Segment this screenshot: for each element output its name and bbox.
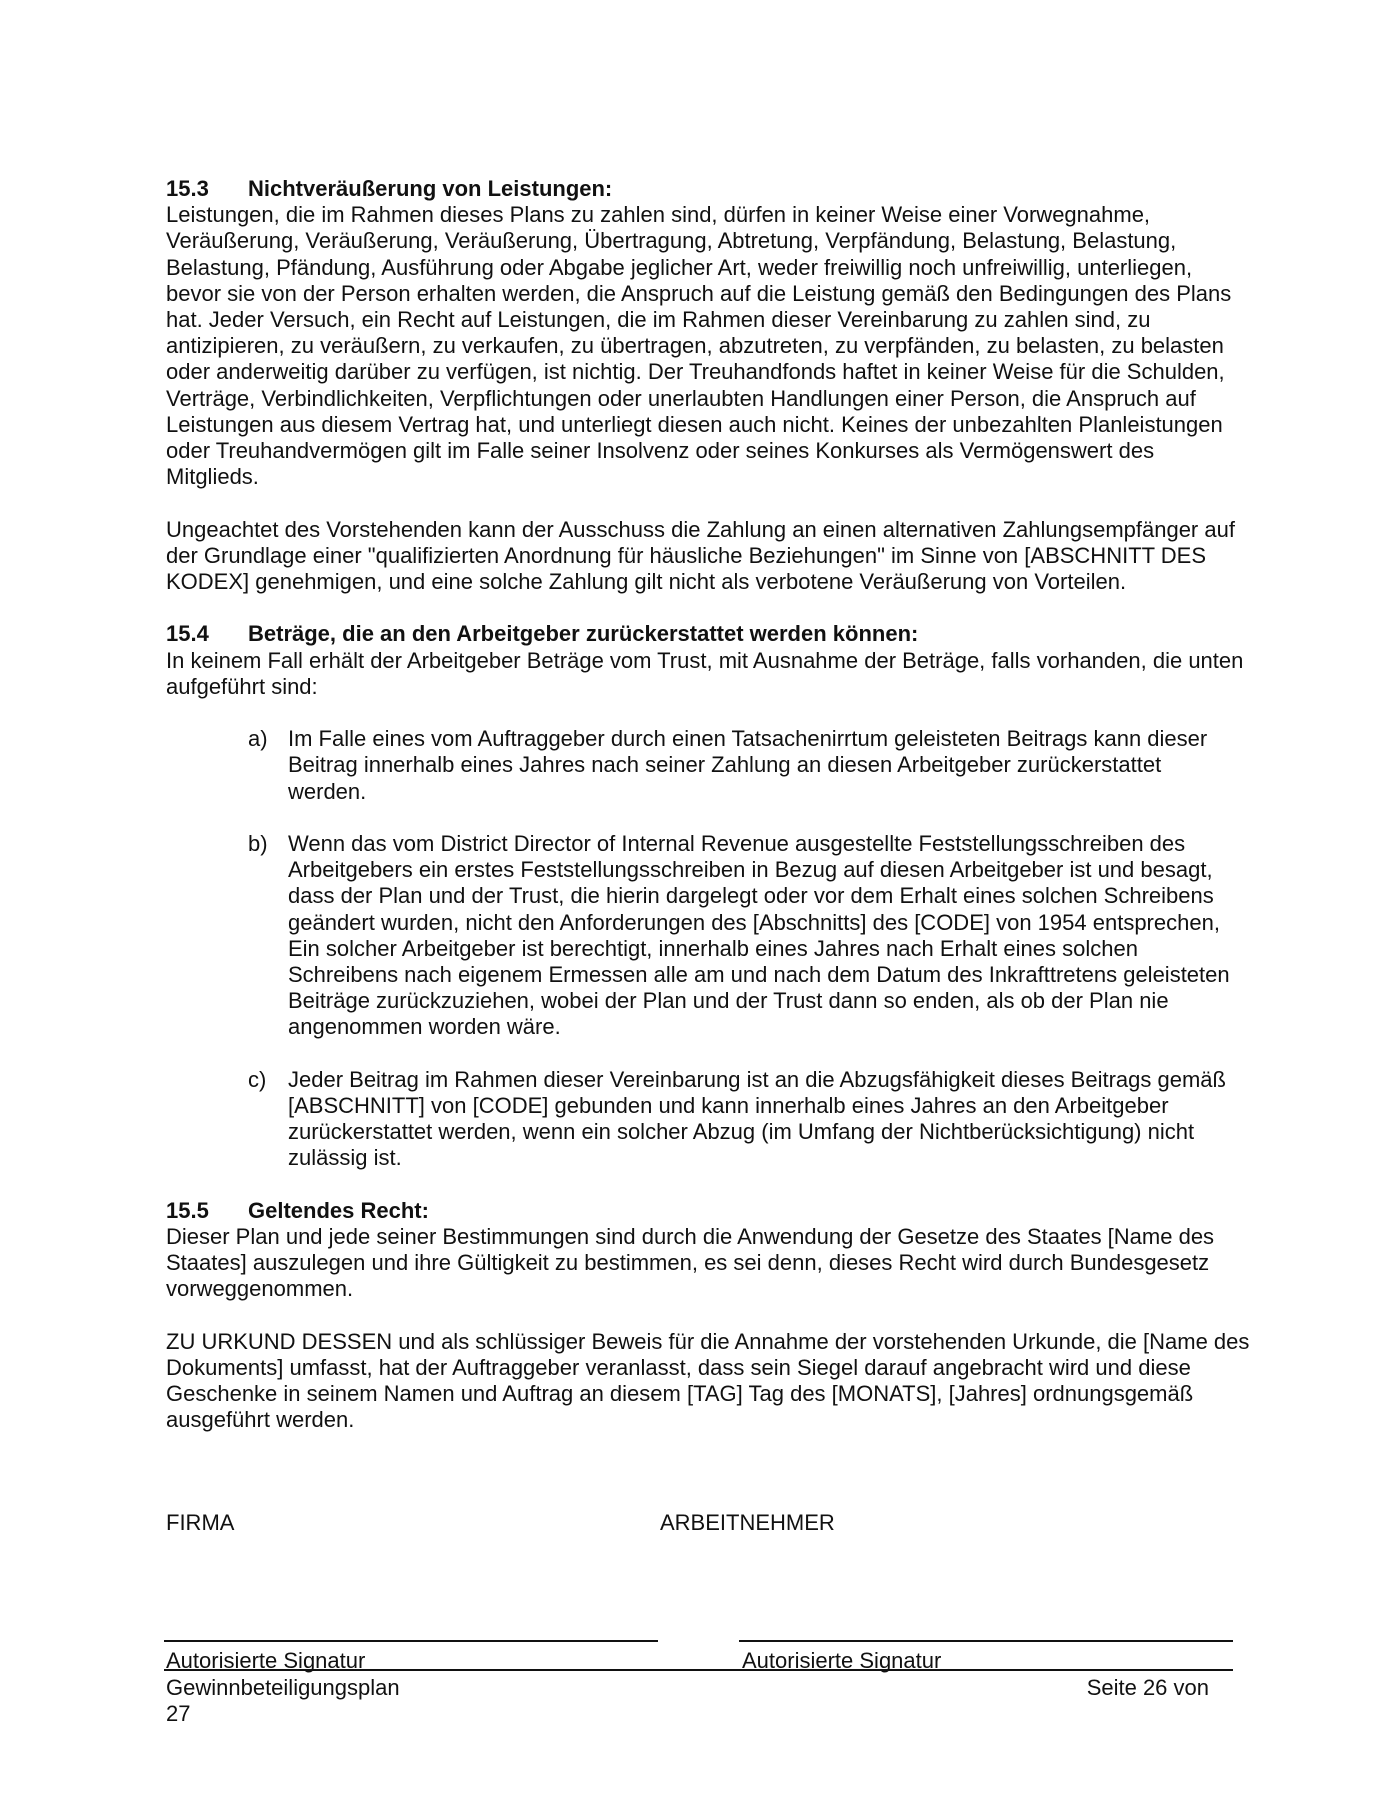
section-number: 15.4 — [166, 621, 209, 647]
section-15-3-paragraph-1: Leistungen, die im Rahmen dieses Plans zu zahlen sind, dürfen in keiner Weise einer Vorwegnahme, Veräußerung, Veräußerung, Veräußerung, Übertragung, Abtretung, Verpfändung, Belastung, Belastung, Belastung, Pfändung, Ausführung oder Abgabe jeglicher Art, weder freiwillig noch unfreiwillig, unterliegen, bevor sie von der Person erhalten werden, die Anspruch auf die Leistung gemäß den Bedingungen des Plans hat. Jeder Versuch, ein Recht auf Leistungen, die im Rahmen dieser Vereinbarung zu zahlen sind, zu antizipieren, zu veräußern, zu verkaufen, zu übertragen, abzutreten, zu verpfänden, zu belasten, zu belasten oder anderweitig darüber zu verfügen, ist nichtig. Der Treuhandfonds haftet in keiner Weise für die Schulden, Verträge, Verbindlichkeiten, Verpflichtungen oder unerlaubten Handlungen einer Person, die Anspruch auf Leistungen aus diesem Vertrag hat, und unterliegt diesen auch nicht. Keines der unbezahlten Planleistungen oder Treuhandvermögen gilt im Falle seiner Insolvenz oder seines Konkurses als Vermögenswert des Mitglieds. — [166, 202, 1232, 490]
section-15-4-heading — [166, 621, 1251, 647]
witness-paragraph: ZU URKUND DESSEN und als schlüssiger Beweis für die Annahme der vorstehenden Urkunde, die [Name des Dokuments] umfasst, hat der Auftraggeber veranlasst, dass sein Siegel darauf angebracht wird und diese Geschenke in seinem Namen und Auftrag an diesem [TAG] Tag des [MONATS], [Jahres] ordnungsgemäß ausgeführt werden. — [166, 1328, 1250, 1433]
footer-document-name: Gewinnbeteiligungsplan — [166, 1675, 400, 1700]
employee-signature-line — [739, 1640, 1233, 1642]
section-15-5-paragraph-1: Dieser Plan und jede seiner Bestimmungen sind durch die Anwendung der Gesetze des Staates [Name des Staates] auszulegen und ihre Gültigkeit zu bestimmen, es sei denn, dieses Recht wird durch Bundesgesetz vorweggenommen. — [166, 1224, 1215, 1302]
document-page — [166, 176, 1251, 1434]
section-15-3-paragraph-2: Ungeachtet des Vorstehenden kann der Ausschuss die Zahlung an einen alternativen Zahlungsempfänger auf der Grundlage einer "qualifizierten Anordnung für häusliche Beziehungen" im Sinne von [ABSCHNITT DES KODEX] genehmigen, und eine solche Zahlung gilt nicht als verbotene Veräußerung von Vorteilen. — [166, 516, 1235, 595]
section-title: Nichtveräußerung von Leistungen: — [248, 176, 613, 201]
list-item-a — [248, 726, 1251, 805]
employee-signature-caption: Autorisierte Signatur — [742, 1648, 942, 1673]
footer-page-number: Seite 26 von — [1086, 1675, 1209, 1700]
employer-signature-caption: Autorisierte Signatur — [166, 1648, 366, 1673]
section-15-5-heading — [166, 1198, 1251, 1224]
list-item-text: Wenn das vom District Director of Internal Revenue ausgestellte Feststellungsschreiben des Arbeitgebers ein erstes Feststellungsschreiben in Bezug auf diesen Arbeitgeber ist und besagt, dass der Plan und der Trust, die hierin dargelegt oder vor dem Erhalt eines solchen Schreibens geändert wurden, nicht den Anforderungen des [Abschnitts] des [CODE] von 1954 entsprechen, Ein solcher Arbeitgeber ist berechtigt, innerhalb eines Jahres nach Erhalt eines solchen Schreibens nach eigenem Ermessen alle am und nach dem Datum des Inkrafttretens geleisteten Beiträge zurückzuziehen, wobei der Plan und der Trust dann so enden, als ob der Plan nie angenommen worden wäre. — [288, 831, 1230, 1040]
footer-rule — [164, 1669, 1233, 1671]
section-15-4-intro: In keinem Fall erhält der Arbeitgeber Beträge vom Trust, mit Ausnahme der Beträge, falls vorhanden, die unten aufgeführt sind: — [166, 647, 1244, 699]
section-title: Beträge, die an den Arbeitgeber zurückerstattet werden können: — [248, 621, 919, 647]
footer-total-pages: 27 — [166, 1701, 191, 1726]
list-marker: b) — [248, 831, 268, 857]
employee-label: ARBEITNEHMER — [660, 1510, 835, 1535]
employer-signature-line — [164, 1640, 658, 1642]
section-number: 15.3 — [166, 176, 209, 201]
list-item-b — [248, 831, 1251, 1041]
section-15-3-heading — [166, 176, 1251, 202]
section-number: 15.5 — [166, 1197, 209, 1223]
signature-labels — [166, 1510, 1251, 1540]
employer-label: FIRMA — [166, 1510, 235, 1535]
list-marker: a) — [248, 726, 268, 752]
list-item-c — [248, 1067, 1251, 1172]
list-item-text: Im Falle eines vom Auftraggeber durch einen Tatsachenirrtum geleisteten Beitrags kann dieser Beitrag innerhalb eines Jahres nach seiner Zahlung an diesen Arbeitgeber zurückerstattet werden. — [288, 726, 1208, 804]
list-marker: c) — [248, 1066, 267, 1092]
section-title: Geltendes Recht: — [248, 1197, 429, 1223]
list-item-text: Jeder Beitrag im Rahmen dieser Vereinbarung ist an die Abzugsfähigkeit dieses Beitrags gemäß [ABSCHNITT] von [CODE] gebunden und kann innerhalb eines Jahres an den Arbeitgeber zurückerstattet werden, wenn ein solcher Abzug (im Umfang der Nichtberücksichtigung) nicht zulässig ist. — [288, 1066, 1226, 1171]
